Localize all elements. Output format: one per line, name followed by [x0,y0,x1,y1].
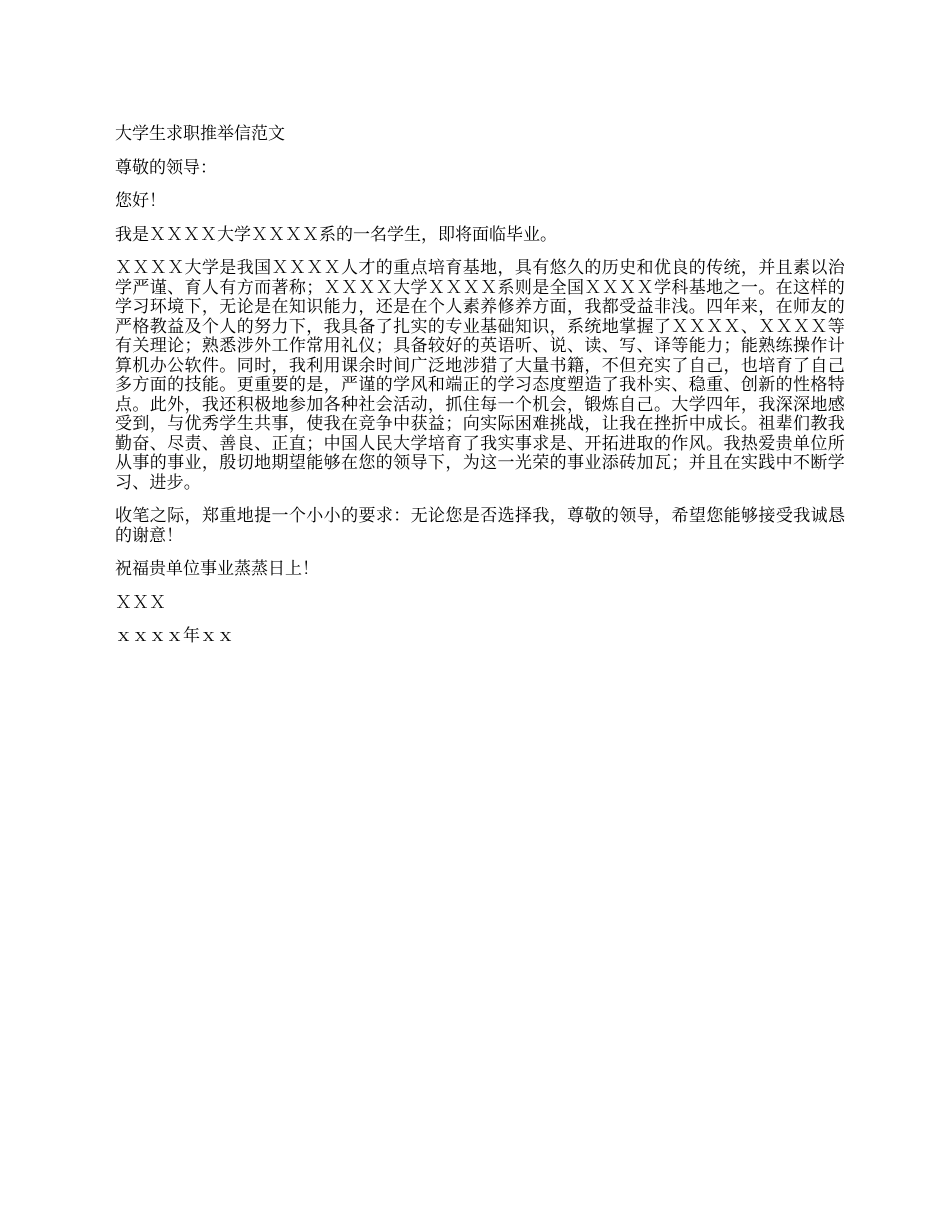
wish-line: 祝福贵单位事业蒸蒸日上！ [115,559,319,579]
signature: ＸＸＸ [115,592,166,613]
document-title: 大学生求职推举信范文 [115,124,285,144]
salutation: 尊敬的领导： [115,157,217,178]
body-paragraph: ＸＸＸＸ大学是我国ＸＸＸＸ人才的重点培育基地，具有悠久的历史和优良的传统，并且素以治学严谨、育人有方而著称；ＸＸＸＸ大学ＸＸＸＸ系则是全国ＸＸＸＸ学科基地之一。在这样的学习环境下，无论是在知识能力，还是在个人素养修养方面，我都受益非浅。四年来，在师友的严格教益及个人的努力下，我具备了扎实的专业基础知识，系统地掌握了ＸＸＸＸ、ＸＸＸＸ等有关理论；熟悉涉外工作常用礼仪；具备较好的英语听、说、读、写、译等能力；能熟练操作计算机办公软件。同时，我利用课余时间广泛地涉猎了大量书籍，不但充实了自己，也培育了自己多方面的技能。更重要的是，严谨的学风和端正的学习态度塑造了我朴实、稳重、创新的性格特点。此外，我还积极地参加各种社会活动，抓住每一个机会，锻炼自己。大学四年，我深深地感受到，与优秀学生共事，使我在竞争中获益；向实际困难挑战，让我在挫折中成长。祖辈们教我勤奋、尽责、善良、正直；中国人民大学培育了我实事求是、开拓进取的作风。我热爱贵单位所从事的事业，殷切地期望能够在您的领导下，为这一光荣的事业添砖加瓦；并且在实践中不断学习、进步。 [115,258,845,493]
intro-paragraph: 我是ＸＸＸＸ大学ＸＸＸＸ系的一名学生，即将面临毕业。 [115,224,557,245]
greeting: 您好！ [115,191,166,211]
date-line: ｘｘｘｘ年ｘｘ [115,626,234,646]
closing-paragraph: 收笔之际，郑重地提一个小小的要求：无论您是否选择我，尊敬的领导，希望您能够接受我诚恳的谢意！ [115,506,845,546]
letter-page [115,125,845,661]
